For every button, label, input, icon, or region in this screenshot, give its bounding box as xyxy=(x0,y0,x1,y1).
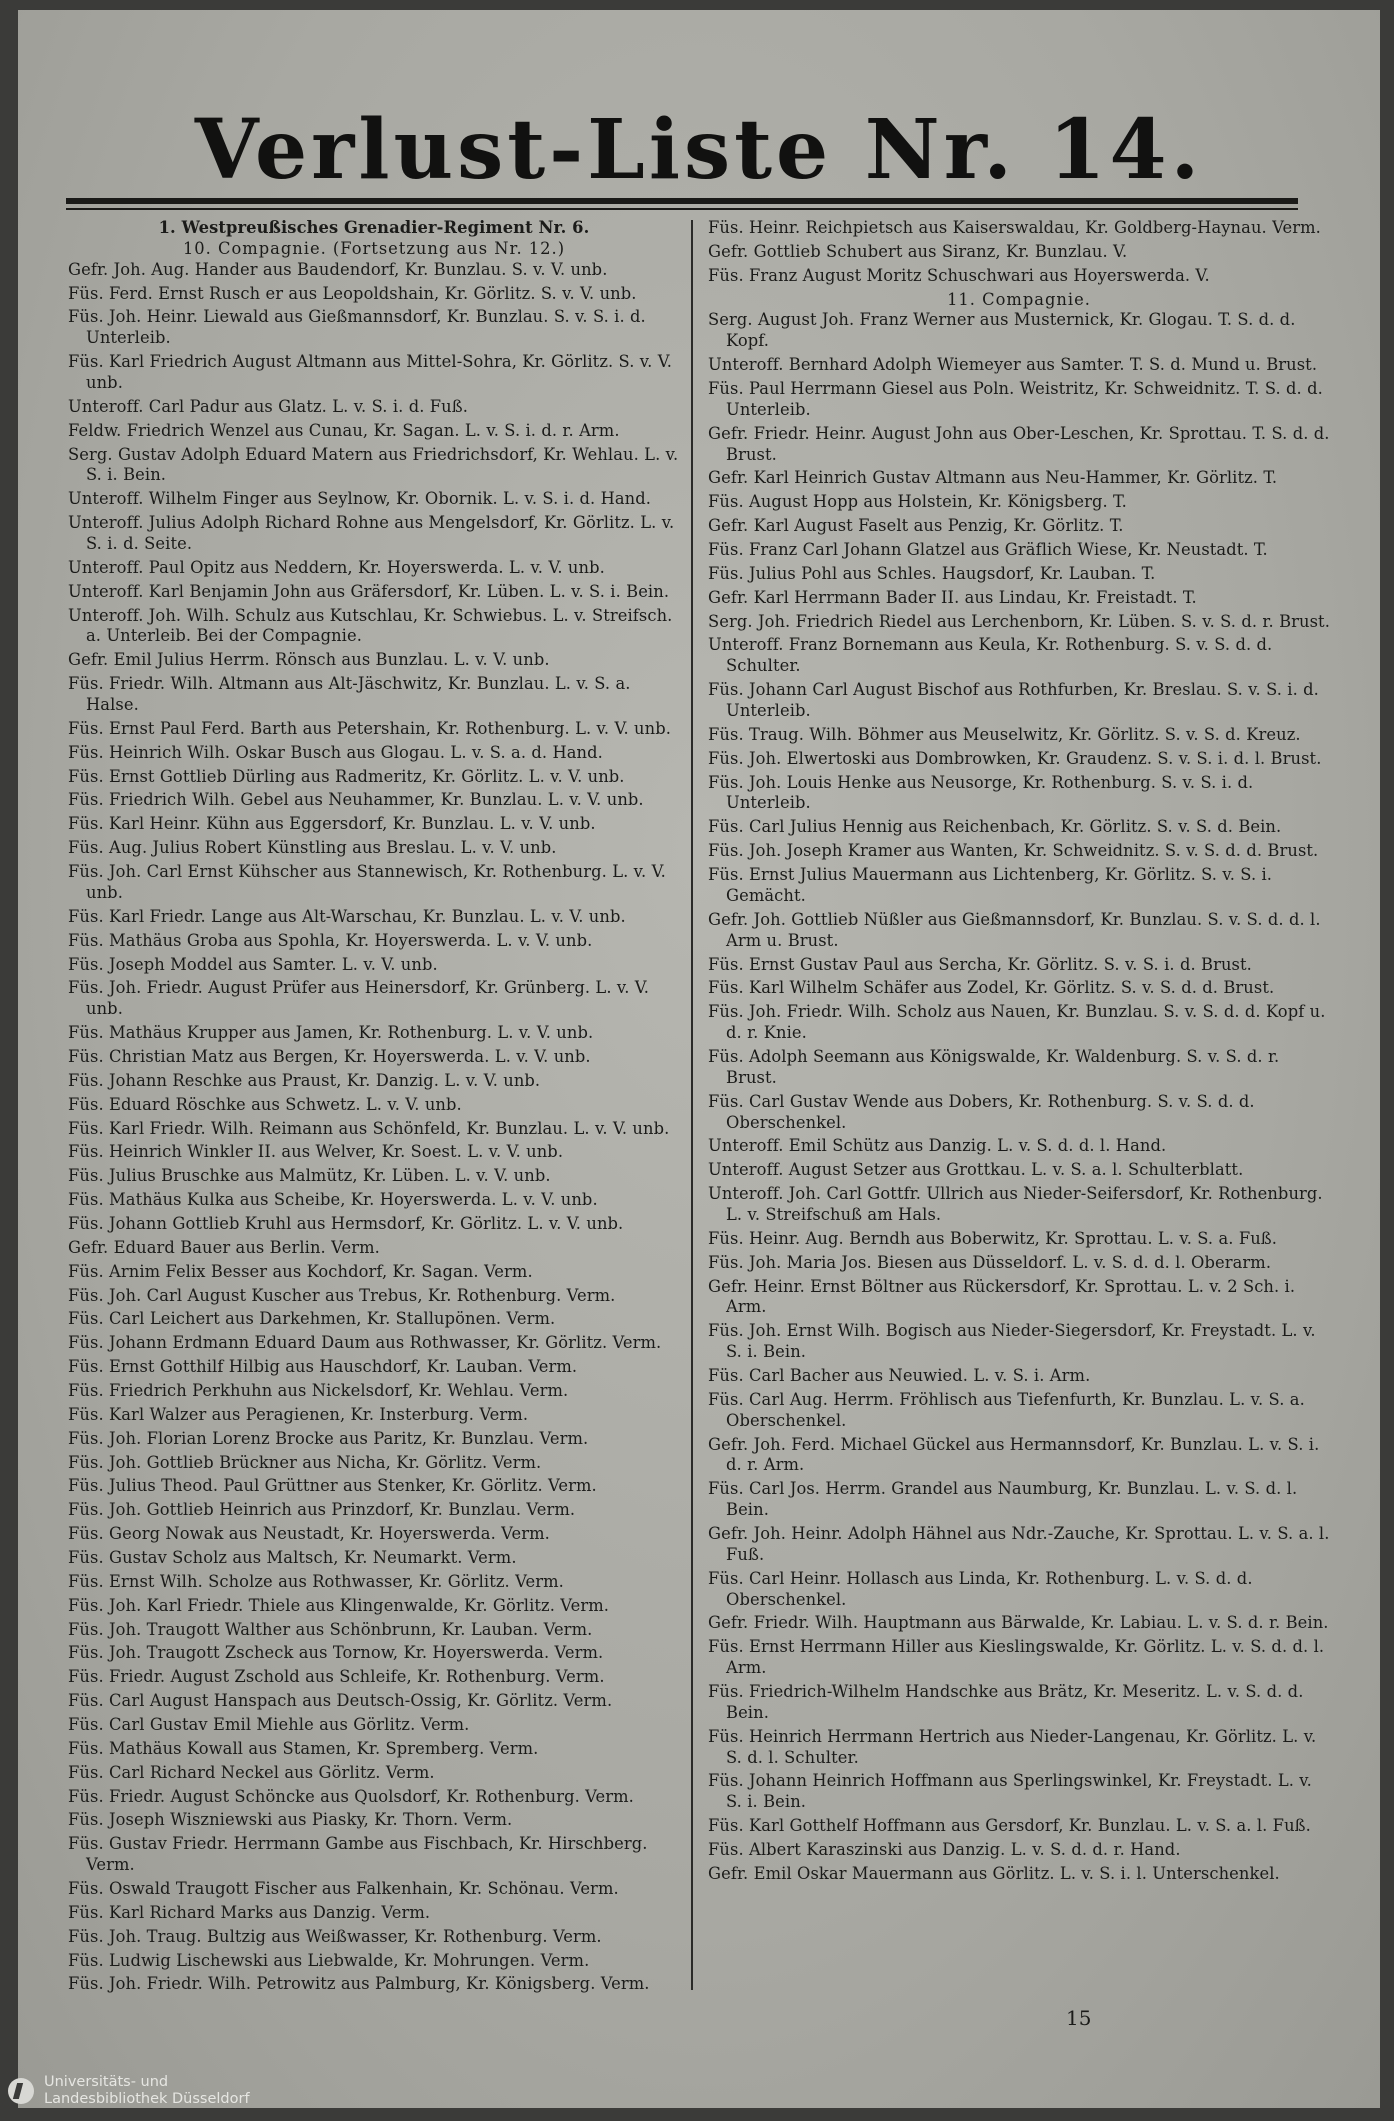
regiment-heading: 1. Westpreußisches Grenadier-Regiment Nr. 6. xyxy=(158,218,590,237)
casualty-entry: Füs. Carl Julius Hennig aus Reichenbach, Kr. Görlitz. S. v. S. d. Bein. xyxy=(708,817,1282,837)
casualty-entry: Füs. Joh. Traugott Zscheck aus Tornow, Kr. Hoyerswerda. Verm. xyxy=(68,1643,604,1663)
casualty-entry: Füs. Karl Richard Marks aus Danzig. Verm. xyxy=(68,1902,431,1922)
casualty-entry: Füs. Gustav Scholz aus Maltsch, Kr. Neumarkt. Verm. xyxy=(68,1547,517,1567)
casualty-entry: Unteroff. Franz Bornemann aus Keula, Kr. Rothenburg. S. v. S. d. d. Schulter. xyxy=(708,635,1273,676)
casualty-entry: Füs. Karl Friedr. Wilh. Reimann aus Schönfeld, Kr. Bunzlau. L. v. V. unb. xyxy=(68,1118,670,1138)
casualty-entry: Füs. Joh. Friedr. Wilh. Petrowitz aus Palmburg, Kr. Königsberg. Verm. xyxy=(68,1974,650,1994)
casualty-entry: Füs. Ernst Herrmann Hiller aus Kieslingswalde, Kr. Görlitz. L. v. S. d. d. l. Arm. xyxy=(708,1637,1325,1678)
casualty-entry: Gefr. Emil Oskar Mauermann aus Görlitz. L. v. S. i. l. Unterschenkel. xyxy=(708,1863,1280,1883)
casualty-entry: Gefr. Friedr. Heinr. August John aus Ober-Leschen, Kr. Sprottau. T. S. d. d. Brust. xyxy=(708,423,1330,464)
library-line-2: Landesbibliothek Düsseldorf xyxy=(44,2090,250,2107)
casualty-entry: Füs. Joh. Ernst Wilh. Bogisch aus Nieder-Siegersdorf, Kr. Freystadt. L. v. S. i. Bein. xyxy=(708,1321,1316,1362)
casualty-entry: Füs. Adolph Seemann aus Königswalde, Kr. Waldenburg. S. v. S. d. r. Brust. xyxy=(708,1046,1280,1087)
casualty-entry: Füs. Christian Matz aus Bergen, Kr. Hoyerswerda. L. v. V. unb. xyxy=(68,1046,591,1066)
casualty-entry: Füs. Joh. Carl August Kuscher aus Trebus, Kr. Rothenburg. Verm. xyxy=(68,1285,616,1305)
casualty-entry: Füs. Friedrich-Wilhelm Handschke aus Brätz, Kr. Meseritz. L. v. S. d. d. Bein. xyxy=(708,1682,1304,1722)
casualty-entry: Füs. Oswald Traugott Fischer aus Falkenhain, Kr. Schönau. Verm. xyxy=(68,1879,619,1899)
company-heading: 10. Compagnie. (Fortsetzung aus Nr. 12.) xyxy=(182,238,566,258)
casualty-entry: Füs. Heinrich Herrmann Hertrich aus Nieder-Langenau, Kr. Görlitz. L. v. S. d. l. Schulter. xyxy=(708,1726,1317,1767)
casualty-entry: Gefr. Joh. Gottlieb Nüßler aus Gießmannsdorf, Kr. Bunzlau. S. v. S. d. d. l. Arm u. Brust. xyxy=(708,909,1321,950)
casualty-entry: Füs. Karl Friedr. Lange aus Alt-Warschau, Kr. Bunzlau. L. v. V. unb. xyxy=(68,906,626,926)
casualty-entry: Füs. Joh. Florian Lorenz Brocke aus Paritz, Kr. Bunzlau. Verm. xyxy=(68,1428,589,1448)
casualty-entry: Füs. Georg Nowak aus Neustadt, Kr. Hoyerswerda. Verm. xyxy=(68,1524,550,1544)
casualty-entry: Gefr. Friedr. Wilh. Hauptmann aus Bärwalde, Kr. Labiau. L. v. S. d. r. Bein. xyxy=(708,1613,1329,1633)
library-line-1: Universitäts- und xyxy=(44,2073,169,2090)
casualty-entry: Füs. Johann Heinrich Hoffmann aus Sperlingswinkel, Kr. Freystadt. L. v. S. i. Bein. xyxy=(708,1771,1312,1812)
casualty-entry: Füs. Joh. Traug. Bultzig aus Weißwasser, Kr. Rothenburg. Verm. xyxy=(68,1926,602,1946)
casualty-entry: Füs. Carl Bacher aus Neuwied. L. v. S. i. Arm. xyxy=(708,1365,1091,1385)
casualty-entry: Füs. Mathäus Groba aus Spohla, Kr. Hoyerswerda. L. v. V. unb. xyxy=(68,930,593,950)
library-watermark xyxy=(0,2060,338,2121)
casualty-entry: Füs. Joh. Carl Ernst Kühscher aus Stannewisch, Kr. Rothenburg. L. v. V. unb. xyxy=(68,862,666,902)
casualty-entry: Füs. Mathäus Kowall aus Stamen, Kr. Spremberg. Verm. xyxy=(68,1738,539,1758)
casualty-entry: Füs. Carl Gustav Wende aus Dobers, Kr. Rothenburg. S. v. S. d. d. Oberschenkel. xyxy=(708,1091,1255,1132)
casualty-entry: Füs. Carl Leichert aus Darkehmen, Kr. Stallupönen. Verm. xyxy=(68,1309,556,1329)
casualty-entry: Unteroff. Wilhelm Finger aus Seylnow, Kr. Obornik. L. v. S. i. d. Hand. xyxy=(68,489,652,509)
casualty-entry: Füs. Karl Friedrich August Altmann aus Mittel-Sohra, Kr. Görlitz. S. v. V. unb. xyxy=(68,352,672,393)
casualty-entry: Füs. Joh. Friedr. August Prüfer aus Heinersdorf, Kr. Grünberg. L. v. V. unb. xyxy=(68,978,650,1019)
casualty-entry: Gefr. Heinr. Ernst Böltner aus Rückersdorf, Kr. Sprottau. L. v. 2 Sch. i. Arm. xyxy=(708,1276,1296,1317)
casualty-entry: Füs. Heinrich Winkler II. aus Welver, Kr. Soest. L. v. V. unb. xyxy=(68,1142,564,1162)
casualty-entry: Füs. Carl Aug. Herrm. Fröhlisch aus Tiefenfurth, Kr. Bunzlau. L. v. S. a. Oberschenkel. xyxy=(708,1389,1305,1430)
casualty-entry: Füs. Joh. Gottlieb Heinrich aus Prinzdorf, Kr. Bunzlau. Verm. xyxy=(68,1500,576,1520)
casualty-entry: Füs. Ernst Wilh. Scholze aus Rothwasser, Kr. Görlitz. Verm. xyxy=(68,1571,564,1591)
casualty-entry: Füs. Karl Gotthelf Hoffmann aus Gersdorf, Kr. Bunzlau. L. v. S. a. l. Fuß. xyxy=(708,1816,1311,1836)
casualty-entry: Unteroff. Bernhard Adolph Wiemeyer aus Samter. T. S. d. Mund u. Brust. xyxy=(708,355,1318,375)
casualty-entry: Füs. Aug. Julius Robert Künstling aus Breslau. L. v. V. unb. xyxy=(68,838,557,858)
casualty-entry: Gefr. Eduard Bauer aus Berlin. Verm. xyxy=(68,1237,380,1257)
left-column xyxy=(68,218,680,1998)
casualty-entry: Unteroff. Joh. Carl Gottfr. Ullrich aus Nieder-Seifersdorf, Kr. Rothenburg. L. v. Streifschuß am Hals. xyxy=(708,1184,1323,1224)
page-title: Verlust-Liste Nr. 14. xyxy=(194,102,1204,198)
casualty-entry: Füs. Ernst Julius Mauermann aus Lichtenberg, Kr. Görlitz. S. v. S. i. Gemächt. xyxy=(708,865,1273,905)
casualty-entry: Unteroff. Julius Adolph Richard Rohne aus Mengelsdorf, Kr. Görlitz. L. v. S. i. d. Seite. xyxy=(68,513,675,554)
casualty-entry: Gefr. Joh. Ferd. Michael Gückel aus Hermannsdorf, Kr. Bunzlau. L. v. S. i. d. r. Arm. xyxy=(708,1434,1320,1475)
casualty-entry: Füs. Albert Karaszinski aus Danzig. L. v. S. d. d. r. Hand. xyxy=(708,1840,1181,1860)
casualty-entry: Füs. Friedr. August Zschold aus Schleife, Kr. Rothenburg. Verm. xyxy=(68,1667,605,1687)
title-rule-thin xyxy=(66,208,1298,210)
casualty-entry: Füs. Carl August Hanspach aus Deutsch-Ossig, Kr. Görlitz. Verm. xyxy=(68,1691,613,1711)
casualty-entry: Feldw. Friedrich Wenzel aus Cunau, Kr. Sagan. L. v. S. i. d. r. Arm. xyxy=(68,420,620,440)
casualty-entry: Füs. Carl Heinr. Hollasch aus Linda, Kr. Rothenburg. L. v. S. d. d. Oberschenkel. xyxy=(708,1568,1253,1609)
library-logo-icon xyxy=(8,2078,34,2104)
casualty-entry: Füs. Eduard Röschke aus Schwetz. L. v. V. unb. xyxy=(68,1094,462,1114)
right-column xyxy=(708,218,1330,1888)
casualty-entry: Gefr. Karl Heinrich Gustav Altmann aus Neu-Hammer, Kr. Görlitz. T. xyxy=(708,468,1278,488)
casualty-entry: Gefr. Joh. Heinr. Adolph Hähnel aus Ndr.-Zauche, Kr. Sprottau. L. v. S. a. l. Fuß. xyxy=(708,1523,1330,1564)
casualty-entry: Füs. Ernst Gustav Paul aus Sercha, Kr. Görlitz. S. v. S. i. d. Brust. xyxy=(708,954,1252,974)
library-name xyxy=(44,2074,250,2108)
casualty-entry: Unteroff. August Setzer aus Grottkau. L. v. S. a. l. Schulterblatt. xyxy=(708,1160,1244,1180)
casualty-entry: Unteroff. Paul Opitz aus Neddern, Kr. Hoyerswerda. L. v. V. unb. xyxy=(68,557,605,577)
casualty-entry: Gefr. Karl Herrmann Bader II. aus Lindau, Kr. Freistadt. T. xyxy=(708,587,1197,607)
casualty-entry: Füs. August Hopp aus Holstein, Kr. Königsberg. T. xyxy=(708,492,1127,512)
casualty-entry: Füs. Franz August Moritz Schuschwari aus Hoyerswerda. V. xyxy=(708,265,1210,285)
casualty-entry: Füs. Carl Richard Neckel aus Görlitz. Verm. xyxy=(68,1762,435,1782)
casualty-entry: Unteroff. Carl Padur aus Glatz. L. v. S. i. d. Fuß. xyxy=(68,396,468,416)
newspaper-page xyxy=(18,10,1380,2108)
casualty-entry: Füs. Carl Jos. Herrm. Grandel aus Naumburg, Kr. Bunzlau. L. v. S. d. l. Bein. xyxy=(708,1479,1298,1520)
casualty-entry: Serg. Joh. Friedrich Riedel aus Lerchenborn, Kr. Lüben. S. v. S. d. r. Brust. xyxy=(708,611,1330,631)
casualty-entry: Füs. Joh. Louis Henke aus Neusorge, Kr. Rothenburg. S. v. S. i. d. Unterleib. xyxy=(708,772,1254,813)
casualty-entry: Serg. August Joh. Franz Werner aus Musternick, Kr. Glogau. T. S. d. d. Kopf. xyxy=(708,310,1296,351)
casualty-entry: Füs. Joh. Friedr. Wilh. Scholz aus Nauen, Kr. Bunzlau. S. v. S. d. d. Kopf u. d. r. Knie. xyxy=(708,1002,1326,1043)
casualty-entry: Füs. Ernst Paul Ferd. Barth aus Petershain, Kr. Rothenburg. L. v. V. unb. xyxy=(68,718,671,738)
casualty-entry: Füs. Joh. Heinr. Liewald aus Gießmannsdorf, Kr. Bunzlau. S. v. S. i. d. Unterleib. xyxy=(68,307,646,348)
casualty-entry: Füs. Ernst Gotthilf Hilbig aus Hauschdorf, Kr. Lauban. Verm. xyxy=(68,1357,578,1377)
casualty-entry: Füs. Julius Theod. Paul Grüttner aus Stenker, Kr. Görlitz. Verm. xyxy=(68,1476,597,1496)
casualty-entry: Füs. Joseph Moddel aus Samter. L. v. V. unb. xyxy=(68,954,438,974)
casualty-entry: Unteroff. Emil Schütz aus Danzig. L. v. S. d. d. l. Hand. xyxy=(708,1136,1167,1156)
casualty-entry: Füs. Karl Heinr. Kühn aus Eggersdorf, Kr. Bunzlau. L. v. V. unb. xyxy=(68,814,596,834)
casualty-entry: Füs. Paul Herrmann Giesel aus Poln. Weistritz, Kr. Schweidnitz. T. S. d. d. Unterleib. xyxy=(708,379,1323,419)
casualty-entry: Füs. Joh. Gottlieb Brückner aus Nicha, Kr. Görlitz. Verm. xyxy=(68,1452,542,1472)
casualty-entry: Füs. Joh. Elwertoski aus Dombrowken, Kr. Graudenz. S. v. S. i. d. l. Brust. xyxy=(708,748,1322,768)
casualty-entry: Füs. Joh. Joseph Kramer aus Wanten, Kr. Schweidnitz. S. v. S. d. d. Brust. xyxy=(708,841,1319,861)
casualty-entry: Füs. Gustav Friedr. Herrmann Gambe aus Fischbach, Kr. Hirschberg. Verm. xyxy=(68,1834,648,1875)
casualty-entry: Füs. Joseph Wiszniewski aus Piasky, Kr. Thorn. Verm. xyxy=(68,1810,513,1830)
casualty-entry: Füs. Friedrich Perkhuhn aus Nickelsdorf, Kr. Wehlau. Verm. xyxy=(68,1380,569,1400)
casualty-entry: Füs. Heinr. Reichpietsch aus Kaiserswaldau, Kr. Goldberg-Haynau. Verm. xyxy=(708,218,1321,237)
casualty-entry: Unteroff. Karl Benjamin John aus Gräfersdorf, Kr. Lüben. L. v. S. i. Bein. xyxy=(68,581,670,601)
page-number: 15 xyxy=(1066,2006,1092,2030)
title-rule-thick xyxy=(66,198,1298,204)
casualty-entry: Füs. Arnim Felix Besser aus Kochdorf, Kr. Sagan. Verm. xyxy=(68,1261,533,1281)
column-divider xyxy=(691,220,693,1990)
casualty-entry: Füs. Ernst Gottlieb Dürling aus Radmeritz, Kr. Görlitz. L. v. V. unb. xyxy=(68,766,625,786)
casualty-entry: Füs. Joh. Maria Jos. Biesen aus Düsseldorf. L. v. S. d. d. l. Oberarm. xyxy=(708,1252,1272,1272)
casualty-entry: Füs. Joh. Karl Friedr. Thiele aus Klingenwalde, Kr. Görlitz. Verm. xyxy=(68,1595,610,1615)
casualty-entry: Füs. Mathäus Kulka aus Scheibe, Kr. Hoyerswerda. L. v. V. unb. xyxy=(68,1190,598,1210)
casualty-entry: Füs. Friedr. August Schöncke aus Quolsdorf, Kr. Rothenburg. Verm. xyxy=(68,1786,634,1806)
casualty-entry: Füs. Julius Pohl aus Schles. Haugsdorf, Kr. Lauban. T. xyxy=(708,563,1156,583)
right-top-entries xyxy=(708,218,1330,287)
casualty-entry: Füs. Ludwig Lischewski aus Liebwalde, Kr. Mohrungen. Verm. xyxy=(68,1950,590,1970)
casualty-entry: Füs. Franz Carl Johann Glatzel aus Gräflich Wiese, Kr. Neustadt. T. xyxy=(708,540,1268,560)
casualty-entry: Unteroff. Joh. Wilh. Schulz aus Kutschlau, Kr. Schwiebus. L. v. Streifsch. a. Unterleib. Bei der Compagnie. xyxy=(68,605,673,646)
casualty-entry: Füs. Johann Reschke aus Praust, Kr. Danzig. L. v. V. unb. xyxy=(68,1070,541,1090)
casualty-entry: Füs. Heinrich Wilh. Oskar Busch aus Glogau. L. v. S. a. d. Hand. xyxy=(68,742,603,762)
casualty-entry: Füs. Johann Erdmann Eduard Daum aus Rothwasser, Kr. Görlitz. Verm. xyxy=(68,1333,662,1353)
casualty-entry: Füs. Heinr. Aug. Berndh aus Boberwitz, Kr. Sprottau. L. v. S. a. Fuß. xyxy=(708,1228,1278,1248)
casualty-entry: Gefr. Joh. Aug. Hander aus Baudendorf, Kr. Bunzlau. S. v. V. unb. xyxy=(68,259,608,279)
casualty-entry: Füs. Traug. Wilh. Böhmer aus Meuselwitz, Kr. Görlitz. S. v. S. d. Kreuz. xyxy=(708,724,1301,744)
casualty-entry: Gefr. Gottlieb Schubert aus Siranz, Kr. Bunzlau. V. xyxy=(708,241,1128,261)
casualty-entry: Füs. Johann Gottlieb Kruhl aus Hermsdorf, Kr. Görlitz. L. v. V. unb. xyxy=(68,1213,624,1233)
casualty-entry: Füs. Johann Carl August Bischof aus Rothfurben, Kr. Breslau. S. v. S. i. d. Unterleib. xyxy=(708,680,1319,721)
company-heading-11: 11. Compagnie. xyxy=(947,289,1091,309)
casualty-entry: Füs. Mathäus Krupper aus Jamen, Kr. Rothenburg. L. v. V. unb. xyxy=(68,1023,594,1043)
casualty-entry: Füs. Friedrich Wilh. Gebel aus Neuhammer, Kr. Bunzlau. L. v. V. unb. xyxy=(68,790,644,810)
casualty-entry: Gefr. Karl August Faselt aus Penzig, Kr. Görlitz. T. xyxy=(708,516,1124,536)
casualty-entry: Füs. Ferd. Ernst Rusch er aus Leopoldshain, Kr. Görlitz. S. v. V. unb. xyxy=(68,283,637,303)
casualty-entry: Füs. Karl Wilhelm Schäfer aus Zodel, Kr. Görlitz. S. v. S. d. d. Brust. xyxy=(708,978,1275,998)
casualty-entry: Füs. Friedr. Wilh. Altmann aus Alt-Jäschwitz, Kr. Bunzlau. L. v. S. a. Halse. xyxy=(68,674,631,715)
casualty-entry: Füs. Karl Walzer aus Peragienen, Kr. Insterburg. Verm. xyxy=(68,1404,529,1424)
casualty-entry: Füs. Carl Gustav Emil Miehle aus Görlitz. Verm. xyxy=(68,1715,470,1734)
casualty-entry: Serg. Gustav Adolph Eduard Matern aus Friedrichsdorf, Kr. Wehlau. L. v. S. i. Bein. xyxy=(68,444,679,485)
casualty-entry: Füs. Joh. Traugott Walther aus Schönbrunn, Kr. Lauban. Verm. xyxy=(68,1619,593,1639)
casualty-entry: Füs. Julius Bruschke aus Malmütz, Kr. Lüben. L. v. V. unb. xyxy=(68,1166,551,1186)
casualty-entry: Gefr. Emil Julius Herrm. Rönsch aus Bunzlau. L. v. V. unb. xyxy=(68,650,550,670)
